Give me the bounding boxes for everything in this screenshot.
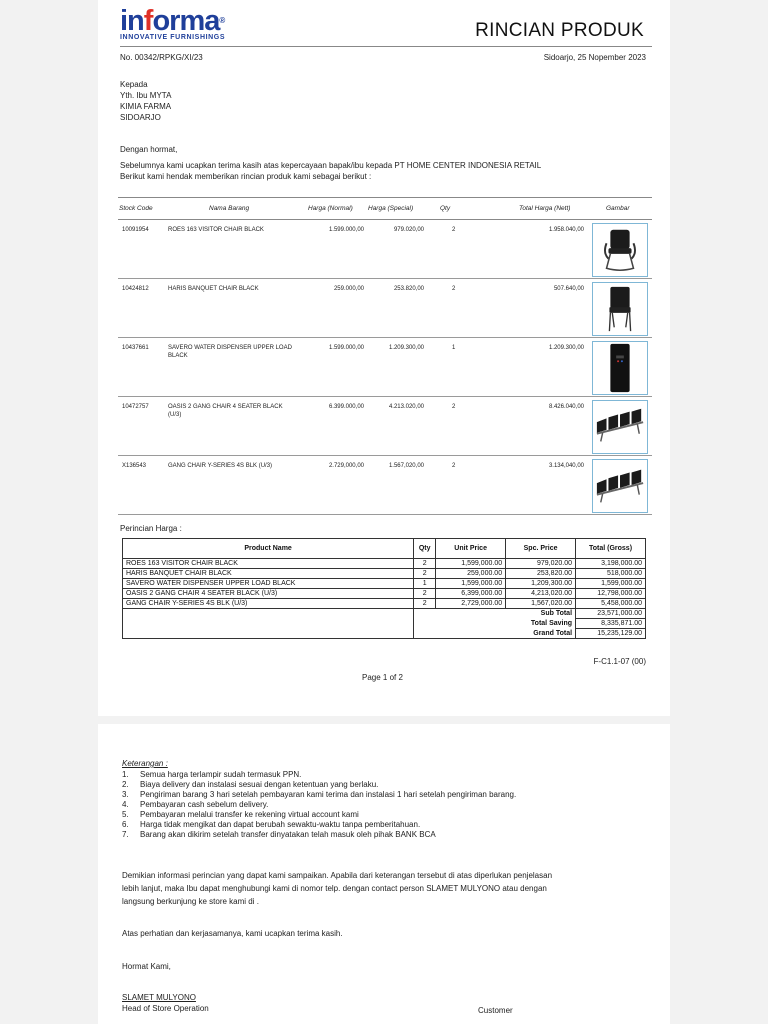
col-qty: Qty [440, 205, 451, 212]
grand-total-row [123, 629, 646, 639]
banquet-chair-icon [593, 283, 647, 335]
note-item: 7. Barang akan dikirim setelah transfer dinyatakan telah masuk oleh pihak BANK BCA [122, 830, 436, 839]
intro-line-2: Berikut kami hendak memberikan rincian produk kami sebagai berikut : [120, 172, 372, 181]
product-qty: 2 [452, 404, 456, 410]
thanks-line: Atas perhatian dan kerjasamanya, kami ucapkan terima kasih. [122, 929, 343, 938]
closing-line-1: Demikian informasi perincian yang dapat kami sampaikan. Apabila dari keterangan tersebut di atas diperlukan penjelasan [122, 871, 553, 880]
greeting: Dengan hormat, [120, 145, 178, 154]
closing-line-3: langsung berkunjung ke store kami di . [122, 897, 259, 906]
visitor-chair-icon [593, 224, 647, 276]
product-name: HARIS BANQUET CHAIR BLACK [168, 286, 259, 292]
summary-col-product: Product Name [123, 539, 414, 559]
col-normal-price: Harga (Normal) [308, 205, 353, 212]
price-summary-table [122, 538, 646, 639]
page-number: Page 1 of 2 [362, 673, 403, 682]
product-total: 3.134,040,00 [548, 463, 584, 469]
product-qty: 1 [452, 345, 456, 351]
total-saving-row [123, 619, 646, 629]
place-date: Sidoarjo, 25 Nopember 2023 [543, 53, 646, 62]
recipient-label: Kepada [120, 80, 148, 89]
note-item: 1. Semua harga terlampir sudah termasuk PPN. [122, 770, 302, 779]
summary-col-qty: Qty [414, 539, 436, 559]
summary-unit-price: 2,729,000.00 [436, 599, 506, 609]
summary-qty: 2 [414, 569, 436, 579]
recipient-city: SIDOARJO [120, 113, 161, 122]
total-saving-label: Total Saving [530, 620, 573, 627]
product-normal-price: 259.000,00 [333, 286, 364, 292]
form-code: F-C1.1-07 (00) [593, 657, 646, 666]
summary-product: ROES 163 VISITOR CHAIR BLACK [123, 559, 414, 569]
product-code: 10424812 [122, 286, 149, 292]
customer-label: Customer [478, 1006, 513, 1015]
document-page-1 [98, 0, 670, 716]
product-normal-price: 2.729,000,00 [328, 463, 364, 469]
product-special-price: 253.820,00 [393, 286, 424, 292]
product-row [118, 457, 652, 515]
document-title: RINCIAN PRODUK [475, 20, 644, 41]
product-special-price: 979.020,00 [393, 227, 424, 233]
note-item: 4. Pembayaran cash sebelum delivery. [122, 800, 269, 809]
product-image [592, 459, 648, 513]
logo-tagline: INNOVATIVE FURNISHINGS [120, 34, 226, 41]
summary-unit-price: 1,599,000.00 [436, 559, 506, 569]
document-number: No. 00342/RPKG/XI/23 [120, 53, 203, 62]
summary-col-spc-price: Spc. Price [506, 539, 576, 559]
header-divider [120, 46, 652, 47]
product-table-header-rule [118, 219, 652, 220]
summary-spc-price: 979,020.00 [506, 559, 576, 569]
notes-list [122, 769, 516, 839]
product-row [118, 339, 652, 397]
product-total: 8.426.040,00 [548, 404, 584, 410]
product-total: 1.209.300,00 [548, 345, 584, 351]
product-special-price: 4.213.020,00 [388, 404, 424, 410]
product-name: ROES 163 VISITOR CHAIR BLACK [168, 227, 264, 233]
signer-name: SLAMET MULYONO [122, 993, 196, 1002]
product-image [592, 400, 648, 454]
summary-spc-price: 253,820.00 [506, 569, 576, 579]
product-code: 10472757 [122, 404, 149, 410]
product-qty: 2 [452, 463, 456, 469]
summary-unit-price: 6,399,000.00 [436, 589, 506, 599]
note-item: 6. Harga tidak mengikat dan dapat berubah sewaktu-waktu tanpa pemberitahuan. [122, 820, 421, 829]
grand-total-value: 15,235,129.00 [576, 629, 646, 639]
summary-row [123, 569, 646, 579]
product-row [118, 221, 652, 279]
notes-title: Keterangan : [122, 759, 168, 768]
product-normal-price: 6.399.000,00 [328, 404, 364, 410]
summary-product: SAVERO WATER DISPENSER UPPER LOAD BLACK [123, 579, 414, 589]
closing-line-2: lebih lanjut, maka Ibu dapat menghubungi kami di nomor telp. dengan contact person SLAMET MULYONO atau dengan [122, 884, 547, 893]
summary-spc-price: 1,209,300.00 [506, 579, 576, 589]
subtotal-label: Sub Total [414, 609, 576, 619]
product-total: 507.640,00 [553, 286, 584, 292]
product-code: 10091954 [122, 227, 149, 233]
informa-logo [120, 6, 225, 41]
col-total: Total Harga (Nett) [519, 205, 571, 212]
grand-total-label: Grand Total [414, 629, 576, 639]
product-normal-price: 1.599.000,00 [328, 227, 364, 233]
summary-row [123, 579, 646, 589]
water-dispenser-icon [593, 342, 647, 394]
recipient-name: Yth. Ibu MYTA [120, 91, 172, 100]
summary-product: HARIS BANQUET CHAIR BLACK [123, 569, 414, 579]
summary-col-total: Total (Gross) [576, 539, 646, 559]
summary-total: 5,458,000.00 [576, 599, 646, 609]
summary-total: 1,599,000.00 [576, 579, 646, 589]
summary-caption: Perincian Harga : [120, 524, 182, 533]
summary-qty: 2 [414, 599, 436, 609]
product-special-price: 1.209.300,00 [388, 345, 424, 351]
summary-col-unit-price: Unit Price [436, 539, 506, 559]
product-special-price: 1.567,020,00 [388, 463, 424, 469]
signer-title: Head of Store Operation [122, 1004, 209, 1013]
note-item: 3. Pengiriman barang 3 hari setelah pembayaran kami terima dan instalasi 1 hari setelah pengiriman barang. [122, 790, 517, 799]
gang-chair-icon [593, 460, 647, 512]
col-stock-code: Stock Code [119, 205, 153, 212]
product-qty: 2 [452, 286, 456, 292]
summary-spc-price: 4,213,020.00 [506, 589, 576, 599]
product-name: OASIS 2 GANG CHAIR 4 SEATER BLACK (U/3) [168, 404, 283, 418]
col-image: Gambar [606, 205, 630, 212]
summary-unit-price: 1,599,000.00 [436, 579, 506, 589]
summary-product: GANG CHAIR Y-SERIES 4S BLK (U/3) [123, 599, 414, 609]
product-qty: 2 [452, 227, 456, 233]
product-image [592, 341, 648, 395]
subtotal-value: 23,571,000.00 [576, 609, 646, 619]
product-image [592, 282, 648, 336]
product-table-top-rule [118, 197, 652, 198]
summary-spc-price: 1,567,020.00 [506, 599, 576, 609]
gang-chair-icon [593, 401, 647, 453]
intro-line-1: Sebelumnya kami ucapkan terima kasih atas kepercayaan bapak/ibu kepada PT HOME CENTER INDONESIA RETAIL [120, 161, 542, 170]
note-item: 2. Biaya delivery dan instalasi sesuai dengan ketentuan yang berlaku. [122, 780, 379, 789]
product-code: X136543 [122, 463, 147, 469]
summary-total: 518,000.00 [576, 569, 646, 579]
total-saving-value: 8,335,871.00 [576, 619, 646, 629]
product-total: 1.958.040,00 [548, 227, 584, 233]
logo-wordmark: informa® [120, 5, 225, 37]
product-image [592, 223, 648, 277]
product-name: GANG CHAIR Y-SERIES 4S BLK (U/3) [168, 463, 273, 469]
product-row [118, 398, 652, 456]
product-code: 10437661 [122, 345, 149, 351]
product-name: SAVERO WATER DISPENSER UPPER LOAD BLACK [168, 345, 292, 359]
summary-product: OASIS 2 GANG CHAIR 4 SEATER BLACK (U/3) [123, 589, 414, 599]
note-item: 5. Pembayaran melalui transfer ke rekening virtual account kami [122, 810, 359, 819]
summary-header-row [123, 539, 646, 559]
col-special-price: Harga (Special) [368, 205, 414, 212]
summary-row [123, 589, 646, 599]
summary-qty: 2 [414, 559, 436, 569]
recipient-company: KIMIA FARMA [120, 102, 172, 111]
summary-row [123, 599, 646, 609]
regards-line: Hormat Kami, [122, 962, 171, 971]
subtotal-row [123, 609, 646, 619]
summary-qty: 1 [414, 579, 436, 589]
summary-unit-price: 259,000.00 [436, 569, 506, 579]
summary-qty: 2 [414, 589, 436, 599]
col-item-name: Nama Barang [209, 205, 250, 212]
product-row [118, 280, 652, 338]
document-page-2 [98, 724, 670, 1024]
product-normal-price: 1.599.000,00 [328, 345, 364, 351]
summary-total: 12,798,000.00 [576, 589, 646, 599]
summary-total: 3,198,000.00 [576, 559, 646, 569]
summary-row [123, 559, 646, 569]
